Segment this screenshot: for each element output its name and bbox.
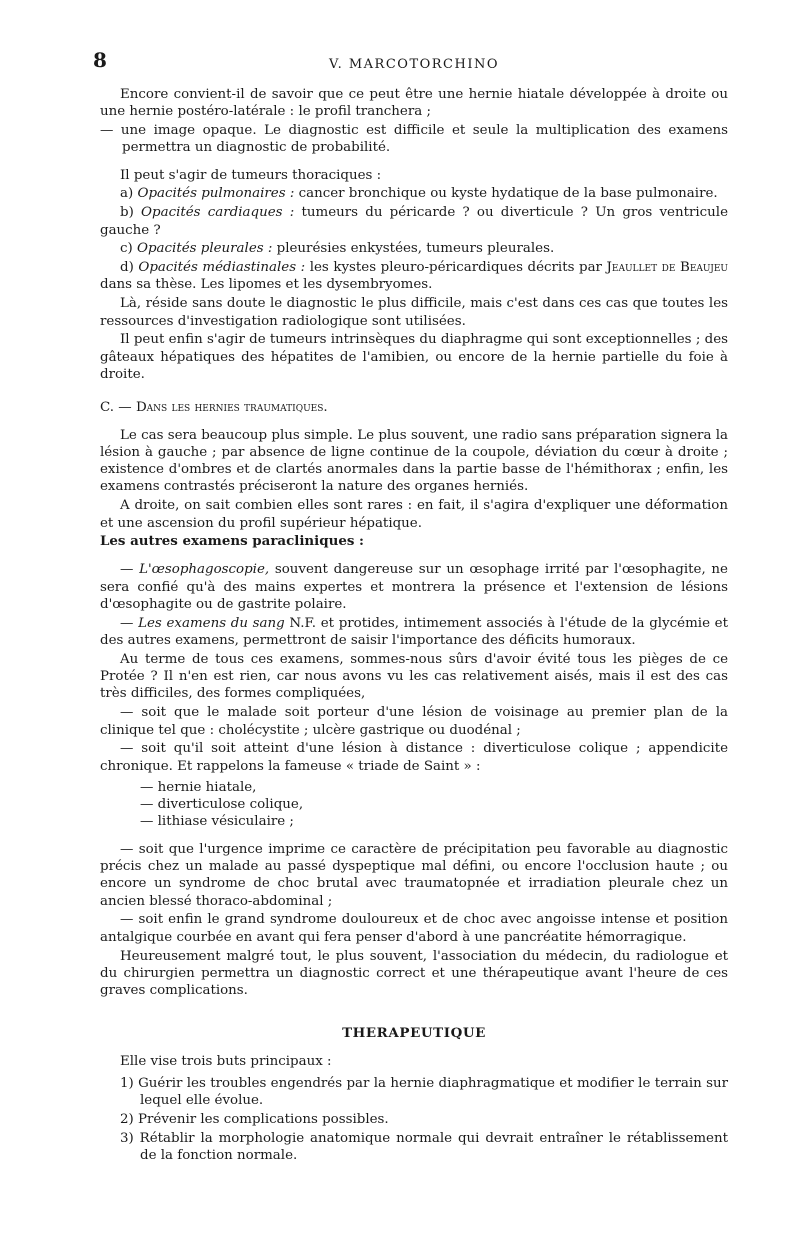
item-title: Opacités pulmonaires : [137, 186, 295, 202]
item-text: les kystes pleuro-péricardiques décrits par [305, 260, 607, 276]
paragraph-oesophagoscopie [100, 561, 728, 613]
term-text: souvent dangereuse sur un œsophage irrité par l'œsophagite, ne sera confié qu'à des mains expertes et montrera la présence et l'extension de lésions d'œsophagite ou de gastrite polaire. [100, 562, 728, 612]
paragraph-examens-sang [100, 615, 728, 650]
item-title: Opacités médiastinales : [138, 260, 306, 276]
paragraph-grand-syndrome: — soit enfin le grand syndrome douloureux et de choc avec angoisse intense et position antalgique courbée en avant qui fera penser d'abord à une pancréatite hémorragique. [100, 912, 728, 945]
triad-item: — hernie hiatale, [140, 779, 257, 795]
running-head: V. MARCOTORCHINO [328, 57, 500, 72]
paragraph-trois-buts: Elle vise trois buts principaux : [120, 1054, 332, 1070]
paragraph-diagnostic-difficile: Là, réside sans doute le diagnostic le plus difficile, mais c'est dans ces cas que toutes les ressources d'investigation radiologique sont utilisées. [100, 296, 728, 329]
page-number: 8 [93, 48, 107, 72]
term-text: N.F. et protides, intimement associés à l'étude de la glycémie et des autres examens, permettront de saisir l'importance des déficits humoraux. [100, 615, 728, 649]
dash: — [120, 562, 140, 578]
paragraph-lesion-distance: — soit qu'il soit atteint d'une lésion à distance : diverticulose colique ; appendicite chronique. Et rappelons la fameuse « triade de Saint » : [100, 741, 728, 774]
paragraph-a-droite: A droite, on sait combien elles sont rares : en fait, il s'agira d'expliquer une déformation et une ascension du profil supérieur hépatique. [100, 498, 728, 531]
item-text: tumeurs du péricarde ? ou diverticule ? Un gros ventricule gauche ? [100, 205, 729, 238]
item-label: a) [120, 186, 134, 202]
item-label: c) [120, 241, 133, 257]
term-title: L'œsophagoscopie, [139, 562, 270, 578]
goal-item: 3) Rétablir la morphologie anatomique normale qui devrait entraîner le rétablissement de la fonction normale. [120, 1130, 728, 1163]
paragraph-au-terme: Au terme de tous ces examens, sommes-nous sûrs d'avoir évité tous les pièges de ce Protée ? Il n'en est rien, car nous avons vu les cas relativement aisés, mais il est des cas très difficiles, des formes compliquées, [100, 651, 728, 702]
paragraph-tumeurs-thoraciques: Il peut s'agir de tumeurs thoraciques : [120, 167, 382, 183]
item-opacites-pulmonaires [100, 185, 728, 202]
item-label: b) [120, 205, 134, 221]
item-text: pleurésies enkystées, tumeurs pleurales. [272, 241, 555, 257]
author-name: Jeaullet de Beaujeu [606, 260, 728, 276]
item-opacites-cardiaques [100, 204, 728, 239]
item-label: d) [120, 260, 134, 276]
triad-item: — lithiase vésiculaire ; [140, 814, 294, 830]
item-title: Opacités pleurales : [137, 241, 273, 257]
paragraph-lesion-voisinage: — soit que le malade soit porteur d'une lésion de voisinage au premier plan de la clinique tel que : cholécystite ; ulcère gastrique ou duodénal ; [100, 705, 728, 738]
item-title: Opacités cardiaques : [141, 205, 295, 221]
subheading-text: Dans les hernies traumatiques. [135, 400, 328, 416]
paragraph-image-opaque: — une image opaque. Le diagnostic est difficile et seule la multiplication des examens permettra un diagnostic de probabilité. [100, 123, 728, 156]
paragraph-tumeurs-intrinseques: Il peut enfin s'agir de tumeurs intrinsèques du diaphragme qui sont exceptionnelles ; des gâteaux hépatiques des hépatites de l'amibien, ou encore de la hernie partielle du foie à droite. [100, 332, 728, 382]
triad-list [100, 779, 728, 831]
triad-item: — diverticulose colique, [140, 797, 304, 813]
dash: — [120, 615, 139, 631]
subheading-prefix: C. — [100, 400, 136, 416]
heading-examens-paracliniques: Les autres examens paracliniques : [100, 533, 364, 550]
paragraph-heureusement: Heureusement malgré tout, le plus souvent, l'association du médecin, du radiologue et du chirurgien permettra un diagnostic correct et une thérapeutique avant l'heure de ces graves complications. [100, 948, 728, 999]
therapeutic-goals-list [100, 1075, 728, 1164]
term-title: Les examens du sang [138, 615, 285, 631]
subheading-hernies-traumatiques [100, 399, 728, 416]
paragraph-cas-simple: Le cas sera beaucoup plus simple. Le plus souvent, une radio sans préparation signera la lésion à gauche ; par absence de ligne continue de la coupole, déviation du cœur à droite ; existence d'ombres et de clartés anormales dans la partie basse de l'hémithorax ; enfin, les examens contrastés préciseront la nature des organes herniés. [100, 427, 728, 495]
item-opacites-mediastinales [100, 259, 728, 294]
item-text: dans sa thèse. Les lipomes et les dysembryomes. [100, 277, 433, 293]
item-opacites-pleurales [100, 240, 728, 257]
goal-item: 1) Guérir les troubles engendrés par la hernie diaphragmatique et modifier le terrain sur lequel elle évolue. [120, 1075, 728, 1109]
goal-item: 2) Prévenir les complications possibles. [120, 1111, 389, 1127]
paragraph-hernie-hiatale: Encore convient-il de savoir que ce peut être une hernie hiatale développée à droite ou une hernie postéro-latérale : le profil tranchera ; [100, 87, 728, 120]
section-title-therapeutique: THERAPEUTIQUE [342, 1025, 486, 1042]
paragraph-urgence: — soit que l'urgence imprime ce caractère de précipitation peu favorable au diagnostic précis chez un malade au passé dyspeptique mal défini, ou encore l'occlusion haute ; ou encore un syndrome de choc brutal avec traumatopnée et irradiation pleurale chez un ancien blessé thoraco-abdominal ; [100, 841, 728, 909]
item-text: cancer bronchique ou kyste hydatique de la base pulmonaire. [294, 186, 718, 202]
